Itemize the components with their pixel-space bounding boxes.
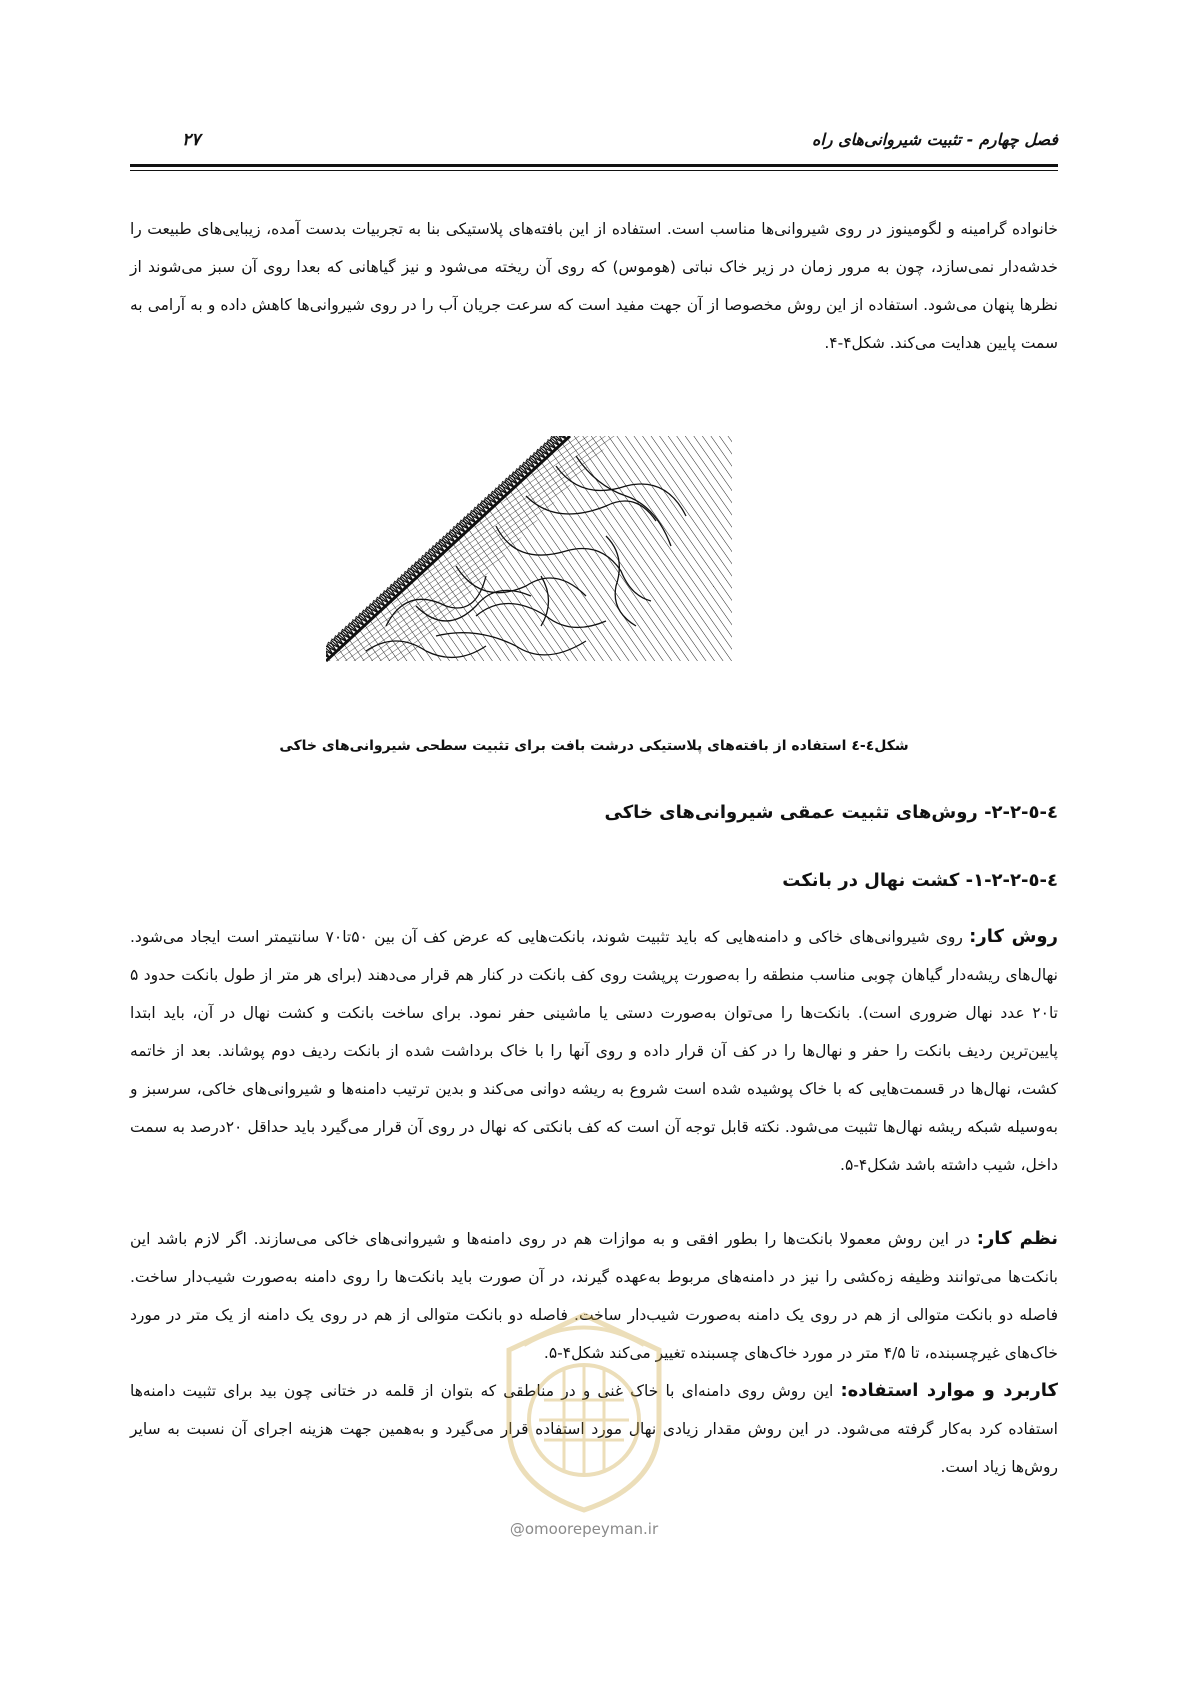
figure-caption: شکل٤-٤ استفاده از بافته‌های پلاستیکی درشت بافت برای تثبیت سطحی شیروانی‌های خاکی	[279, 738, 909, 754]
section-heading: ٤-٥-٢-٢- روش‌های تثبیت عمقی شیروانی‌های خاکی	[604, 802, 1058, 823]
slope-drawing	[326, 436, 732, 716]
method-label: روش کار:	[969, 926, 1058, 947]
order-text: در این روش معمولا بانکت‌ها را بطور افقی و به موازات هم در روی دامنه‌ها و شیروانی‌های خاکی می‌سازند. اگر لازم باشد این بانکت‌ها می‌توانند وظیفه زه‌کشی را نیز در دامنه‌های مربوط به‌عهده گیرند، در آن صورت باید بانکت‌ها را روی دامنه به‌صورت شیب‌دار ساخت. فاصله دو بانکت متوالی از هم در روی یک دامنه به‌صورت شیب‌دار ساخت. فاصله دو بانکت متوالی از هم در روی یک دامنه از یک متر در مورد خاک‌های غیرچسبنده، تا ۴/۵ متر در مورد خاک‌های چسبنده تغییر می‌کند شکل۴-۵.	[130, 1230, 1058, 1362]
subsection-heading: ٤-٥-٢-٢-١- کشت نهال در بانکت	[782, 870, 1058, 891]
intro-paragraph: خانواده گرامینه و لگومینوز در روی شیروانی‌ها مناسب است. استفاده از این بافته‌های پلاستیکی بنا به تجربیات بدست آمده، زیبایی‌های طبیعت را خدشه‌دار نمی‌سازد، چون به مرور زمان در زیر خاک نباتی (هوموس) که روی آن ریخته می‌شود و نیز گیاهانی که بعدا روی آن سبز می‌شوند از نظرها پنهان می‌شود. استفاده از این روش مخصوصا از آن جهت مفید است که سرعت جریان آب را در روی شیروانی‌ها کاهش داده و به آرامی به سمت پایین هدایت می‌کند. شکل۴-۴.	[130, 220, 1058, 352]
page-number: ۲۷	[182, 130, 201, 150]
usage-text: این روش روی دامنه‌ای با خاک غنی و در مناطقی که بتوان از قلمه در ختانی چون بید برای تثبیت دامنه‌ها استفاده کرد به‌کار گرفته می‌شود. در این روش مقدار زیادی نهال مورد استفاده قرار می‌گیرد و به‌همین جهت هزینه اجرای آن نسبت به سایر روش‌ها زیاد است.	[130, 1382, 1058, 1476]
figure-slope-illustration	[326, 436, 732, 716]
method-paragraph	[130, 918, 1058, 1184]
chapter-title: فصل چهارم - تثبیت شیروانی‌های راه	[812, 130, 1058, 149]
header-rule-thick	[130, 164, 1058, 167]
order-label: نظم کار:	[976, 1228, 1058, 1249]
method-text: روی شیروانی‌های خاکی و دامنه‌هایی که باید تثبیت شوند، بانکت‌هایی که عرض کف آن بین ۵۰تا۷۰ سانتیمتر است ایجاد می‌شود. نهال‌های ریشه‌دار گیاهان چوبی مناسب منطقه را به‌صورت پرپشت روی کف بانکت در کنار هم قرار می‌دهند (برای هر متر از طول بانکت حدود ۵ تا۲۰ عدد نهال ضروری است). بانکت‌ها را می‌توان به‌صورت دستی یا ماشینی حفر نمود. برای ساخت بانکت و کشت نهال در آن، باید ابتدا پایین‌ترین ردیف بانکت را حفر و نهال‌ها را در کف آن قرار داده و روی آنها را با خاک برداشت شده از بانکت ردیف دوم پوشاند. بعد از خاتمه کشت، نهال‌ها در قسمت‌هایی که با خاک پوشیده شده است شروع به ریشه دوانی می‌کند و بدین ترتیب دامنه‌ها و شیروانی‌های خاکی، سرسبز و به‌وسیله شبکه ریشه نهال‌ها تثبیت می‌شود. نکته قابل توجه آن است که کف بانکتی که نهال در روی آن قرار می‌گیرد باید حداقل ۲۰درصد به سمت داخل، شیب داشته باشد شکل۴-۵.	[130, 928, 1058, 1174]
watermark-site: @omoorepeyman.ir	[509, 1520, 659, 1538]
header-rule-thin	[130, 170, 1058, 171]
watermark-seal-logo	[484, 1305, 684, 1520]
usage-label: کاربرد و موارد استفاده:	[840, 1380, 1059, 1401]
page-header	[130, 128, 1058, 168]
